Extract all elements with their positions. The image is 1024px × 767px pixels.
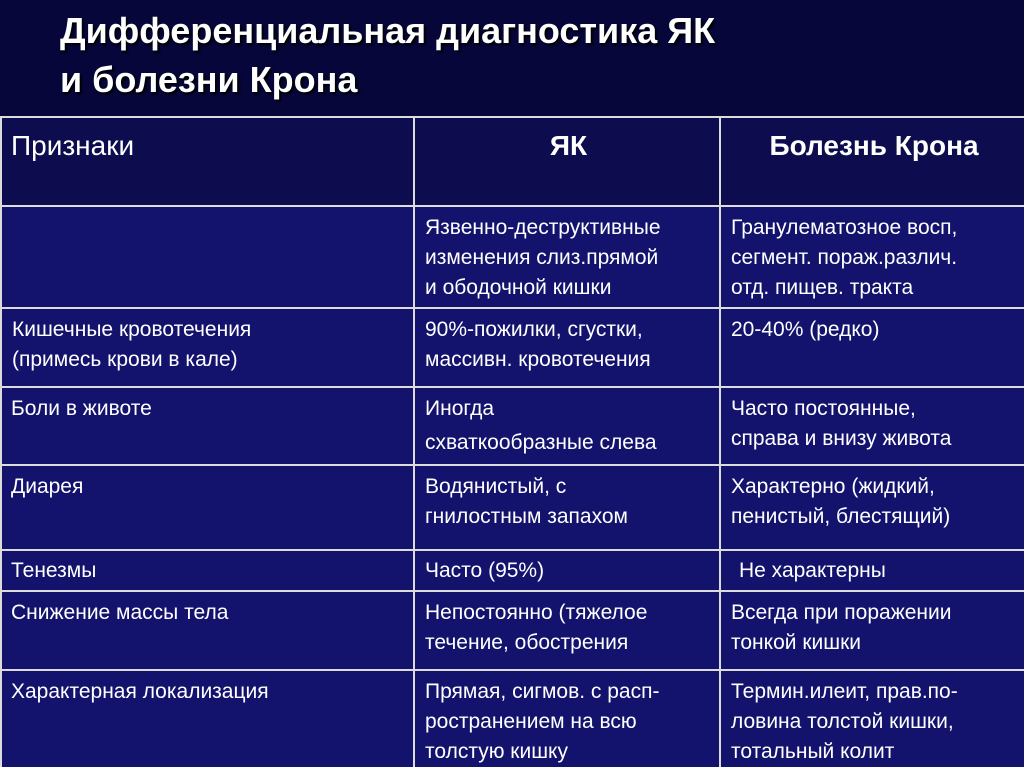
sign-text: Диарея (11, 475, 84, 498)
crohn-cell (720, 465, 1024, 550)
crohn-text: Характерно (жидкий, пенистый, блестящий) (731, 475, 951, 528)
crohn-text: Гранулематозное восп, сегмент. пораж.различ. отд. пищев. тракта (731, 216, 958, 299)
sign-cell (1, 591, 414, 670)
crohn-cell (720, 550, 1024, 591)
uc-text: Язвенно-деструктивные изменения слиз.прямой и ободочной кишки (425, 216, 661, 299)
sign-cell (1, 308, 414, 387)
sign-cell (1, 550, 414, 591)
crohn-cell (720, 591, 1024, 670)
table-row (1, 308, 1024, 387)
crohn-cell (720, 308, 1024, 387)
uc-cell (414, 206, 720, 308)
table-row (1, 465, 1024, 550)
table-row (1, 550, 1024, 591)
crohn-text: Не характерны (739, 559, 886, 582)
crohn-cell (720, 206, 1024, 308)
comparison-table-container (0, 116, 1024, 767)
slide-title-line-1: Дифференциальная диагностика ЯК (60, 10, 716, 51)
sign-cell (1, 206, 414, 308)
crohn-text: Всегда при поражении тонкой кишки (731, 601, 952, 654)
table-row (1, 387, 1024, 465)
sign-text: Тенезмы (11, 559, 97, 582)
header-crohn: Болезнь Крона (720, 117, 1024, 206)
sign-text: Снижение массы тела (11, 601, 229, 624)
crohn-text: Часто постоянные, справа и внизу живота (731, 397, 952, 450)
crohn-cell (720, 387, 1024, 465)
table-header-row (1, 117, 1024, 206)
uc-cell (414, 550, 720, 591)
uc-text-line-1: Иногда (425, 397, 495, 420)
sign-cell (1, 387, 414, 465)
comparison-table (0, 116, 1024, 767)
sign-cell (1, 465, 414, 550)
slide-title (60, 6, 715, 104)
crohn-cell (720, 670, 1024, 767)
header-signs: Признаки (1, 117, 414, 206)
uc-cell (414, 670, 720, 767)
uc-text-line-2: схваткообразные слева (425, 431, 657, 454)
uc-text: 90%-пожилки, сгустки, массивн. кровотечения (425, 318, 651, 371)
table-row (1, 670, 1024, 767)
crohn-text: 20-40% (редко) (731, 318, 880, 341)
crohn-text: Термин.илеит, прав.по- ловина толстой кишки, тотальный колит (731, 680, 958, 763)
slide-title-line-2: и болезни Крона (60, 59, 358, 100)
uc-text: Непостоянно (тяжелое течение, обострения (425, 601, 648, 654)
uc-text: Часто (95%) (425, 559, 545, 582)
uc-cell (414, 465, 720, 550)
uc-cell (414, 591, 720, 670)
uc-text: Водянистый, с гнилостным запахом (425, 475, 628, 528)
sign-text: Боли в животе (11, 397, 152, 420)
header-uc: ЯК (414, 117, 720, 206)
sign-cell (1, 670, 414, 767)
sign-text: Характерная локализация (11, 680, 269, 703)
uc-text: Прямая, сигмов. с расп- ространением на всю толстую кишку (425, 680, 660, 763)
table-row (1, 591, 1024, 670)
sign-text: Кишечные кровотечения (примесь крови в кале) (12, 318, 252, 371)
table-row (1, 206, 1024, 308)
uc-cell (414, 387, 720, 465)
uc-cell (414, 308, 720, 387)
